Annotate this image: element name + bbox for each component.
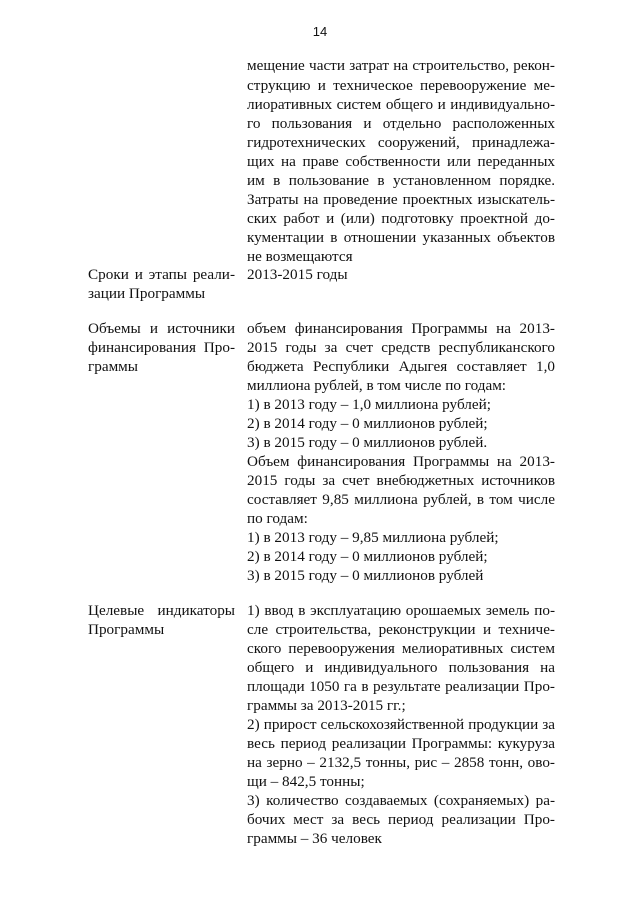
row-value-line: 3) в 2015 году – 0 миллионов рублей. bbox=[247, 434, 488, 451]
row-value-line: 1) в 2013 году – 1,0 миллиона рублей; bbox=[247, 396, 491, 413]
row-value-line: 1) ввод в эксплуатацию орошаемых земель по- bbox=[247, 602, 555, 619]
row-value-line: бюджета Республики Адыгея составляет 1,0 bbox=[247, 358, 555, 375]
row-value-line: на зерно – 2132,5 тонны, рис – 2858 тонн, ово- bbox=[247, 754, 555, 771]
row-value-line: ского перевооружения мелиоративных систем bbox=[247, 640, 555, 657]
text-line: мещение части затрат на строительство, рекон- bbox=[247, 57, 555, 74]
row-value-line: 2015 годы за счет средств республиканского bbox=[247, 339, 555, 356]
row-value-line: щи – 842,5 тонны; bbox=[247, 773, 365, 790]
text-line: го пользования и отдельно расположенных bbox=[247, 115, 555, 132]
row-label-line: Программы bbox=[88, 621, 165, 638]
row-value-line: 2013-2015 годы bbox=[247, 266, 348, 283]
row-value-line: 1) в 2013 году – 9,85 миллиона рублей; bbox=[247, 529, 499, 546]
text-line: кументации в отношении указанных объектов bbox=[247, 229, 555, 246]
text-line: ских работ и (или) подготовку проектной до- bbox=[247, 210, 555, 227]
row-value-line: 2) в 2014 году – 0 миллионов рублей; bbox=[247, 415, 488, 432]
text-line: Затраты на проведение проектных изыскатель- bbox=[247, 191, 555, 208]
text-line: не возмещаются bbox=[247, 248, 353, 265]
row-value-line: граммы – 36 человек bbox=[247, 830, 382, 847]
row-value-line: весь период реализации Программы: кукуруза bbox=[247, 735, 555, 752]
row-value-line: сле строительства, реконструкции и техниче- bbox=[247, 621, 555, 638]
row-label-line: Объемы и источники bbox=[88, 320, 235, 337]
row-value-line: составляет 9,85 миллиона рублей, в том числе bbox=[247, 491, 555, 508]
row-value-line: 2) в 2014 году – 0 миллионов рублей; bbox=[247, 548, 488, 565]
row-label-line: Сроки и этапы реали- bbox=[88, 266, 235, 283]
row-value-line: 3) количество создаваемых (сохраняемых) ра- bbox=[247, 792, 555, 809]
text-line: гидротехнических сооружений, принадлежа- bbox=[247, 134, 555, 151]
row-value-line: бочих мест за весь период реализации Про- bbox=[247, 811, 555, 828]
row-label-line: Целевые индикаторы bbox=[88, 602, 235, 619]
row-value-line: миллиона рублей, в том числе по годам: bbox=[247, 377, 507, 394]
text-line: им в пользование в установленном порядке. bbox=[247, 172, 555, 189]
row-value-line: 3) в 2015 году – 0 миллионов рублей bbox=[247, 567, 484, 584]
row-value-line: общего и индивидуального пользования на bbox=[247, 659, 555, 676]
text-line: щих на праве собственности или переданных bbox=[247, 153, 555, 170]
page-number: 14 bbox=[312, 24, 328, 39]
row-value-line: площади 1050 га в результате реализации Про- bbox=[247, 678, 555, 695]
row-label-line: финансирования Про- bbox=[88, 339, 235, 356]
text-line: струкцию и техническое перевооружение ме- bbox=[247, 77, 555, 94]
row-value-line: граммы за 2013-2015 гг.; bbox=[247, 697, 406, 714]
row-value-line: Объем финансирования Программы на 2013- bbox=[247, 453, 555, 470]
row-value-line: 2015 годы за счет внебюджетных источников bbox=[247, 472, 555, 489]
row-value-line: объем финансирования Программы на 2013- bbox=[247, 320, 555, 337]
row-value-line: по годам: bbox=[247, 510, 308, 527]
row-value-line: 2) прирост сельскохозяйственной продукции за bbox=[247, 716, 555, 733]
row-label-line: зации Программы bbox=[88, 285, 206, 302]
row-label-line: граммы bbox=[88, 358, 138, 375]
text-line: лиоративных систем общего и индивидуально- bbox=[247, 96, 555, 113]
